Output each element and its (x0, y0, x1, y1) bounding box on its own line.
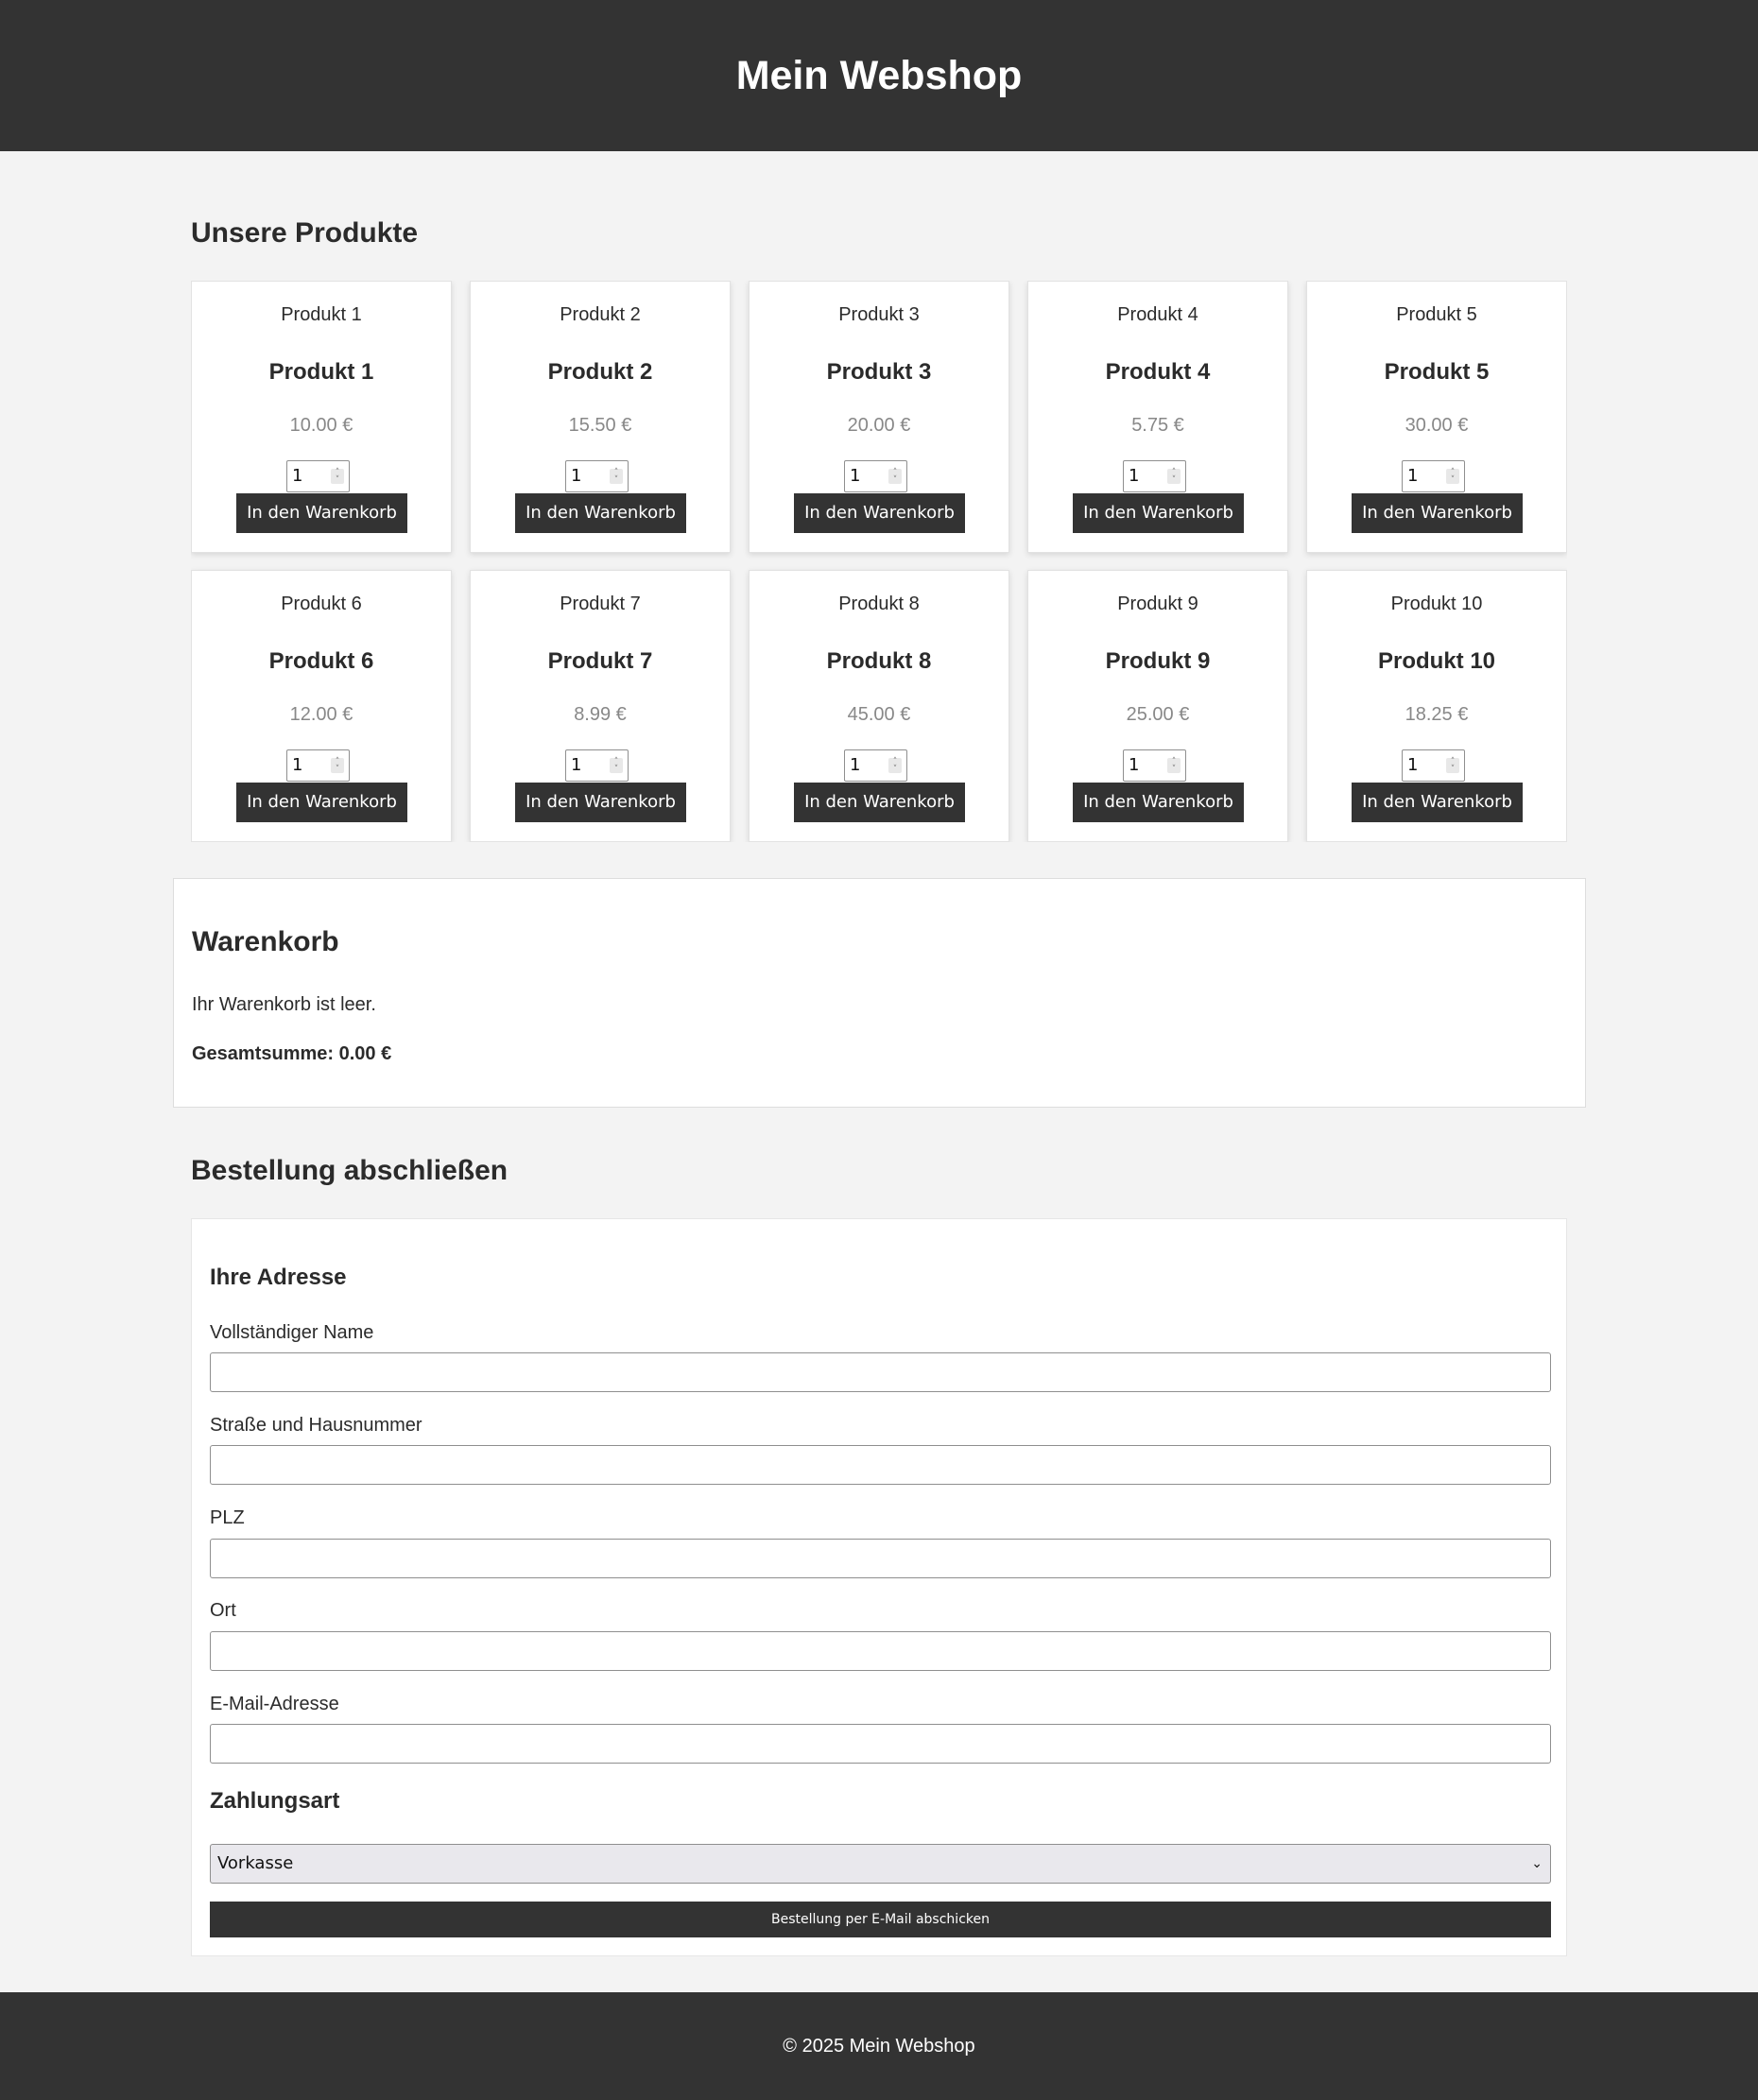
product-price: 30.00 € (1405, 415, 1469, 436)
product-card (749, 570, 1009, 842)
chevron-down-icon: ⌄ (1531, 1856, 1543, 1871)
name-label: Vollständiger Name (210, 1322, 374, 1343)
spinner-arrows-icon[interactable]: ˄ ˅ (610, 469, 623, 484)
product-price: 15.50 € (568, 415, 632, 436)
quantity-value: 1 (1129, 755, 1140, 775)
add-to-cart-button[interactable]: In den Warenkorb (236, 493, 407, 533)
product-price: 12.00 € (289, 704, 353, 725)
spinner-arrows-icon[interactable]: ˄ ˅ (888, 758, 902, 773)
zip-label: PLZ (210, 1507, 245, 1528)
product-name: Produkt 1 (268, 359, 374, 385)
cart-empty-message: Ihr Warenkorb ist leer. (192, 994, 376, 1015)
quantity-value: 1 (850, 755, 861, 775)
products-heading: Unsere Produkte (191, 217, 419, 249)
add-to-cart-button[interactable]: In den Warenkorb (794, 783, 965, 822)
quantity-value: 1 (1129, 466, 1140, 486)
product-name: Produkt 5 (1384, 359, 1490, 385)
email-label: E-Mail-Adresse (210, 1694, 339, 1714)
product-card (749, 281, 1009, 553)
product-card (1306, 570, 1567, 842)
product-image-alt: Produkt 9 (1117, 594, 1198, 614)
checkout-form (191, 1218, 1567, 1956)
checkout-heading: Bestellung abschließen (191, 1155, 508, 1186)
site-footer (0, 1992, 1758, 2100)
product-price: 10.00 € (289, 415, 353, 436)
product-name: Produkt 6 (268, 648, 374, 674)
quantity-stepper[interactable] (286, 749, 350, 782)
product-price: 8.99 € (574, 704, 627, 725)
quantity-stepper[interactable] (1402, 749, 1465, 782)
spinner-arrows-icon[interactable]: ˄ ˅ (1446, 469, 1459, 484)
quantity-value: 1 (1407, 466, 1419, 486)
add-to-cart-button[interactable]: In den Warenkorb (515, 783, 686, 822)
quantity-value: 1 (1407, 755, 1419, 775)
quantity-stepper[interactable] (844, 749, 907, 782)
add-to-cart-button[interactable]: In den Warenkorb (236, 783, 407, 822)
payment-select[interactable] (210, 1844, 1551, 1884)
quantity-value: 1 (850, 466, 861, 486)
spinner-arrows-icon[interactable]: ˄ ˅ (1167, 469, 1181, 484)
product-name: Produkt 10 (1377, 648, 1496, 674)
cart-total: Gesamtsumme: 0.00 € (192, 1043, 392, 1064)
spinner-arrows-icon[interactable]: ˄ ˅ (888, 469, 902, 484)
add-to-cart-button[interactable]: In den Warenkorb (1352, 783, 1523, 822)
product-image-alt: Produkt 3 (838, 304, 920, 325)
add-to-cart-button[interactable]: In den Warenkorb (515, 493, 686, 533)
name-field[interactable] (210, 1352, 1551, 1392)
spinner-arrows-icon[interactable]: ˄ ˅ (1167, 758, 1181, 773)
cart-heading: Warenkorb (192, 926, 339, 957)
product-price: 25.00 € (1126, 704, 1190, 725)
add-to-cart-button[interactable]: In den Warenkorb (794, 493, 965, 533)
add-to-cart-button[interactable]: In den Warenkorb (1352, 493, 1523, 533)
quantity-stepper[interactable] (565, 749, 629, 782)
product-image-alt: Produkt 4 (1117, 304, 1198, 325)
product-price: 45.00 € (847, 704, 911, 725)
spinner-arrows-icon[interactable]: ˄ ˅ (331, 758, 344, 773)
payment-selected-value: Vorkasse (217, 1853, 294, 1873)
product-price: 5.75 € (1131, 415, 1184, 436)
product-image-alt: Produkt 6 (281, 594, 362, 614)
product-image-alt: Produkt 10 (1390, 594, 1483, 614)
product-card (1306, 281, 1567, 553)
street-field[interactable] (210, 1445, 1551, 1485)
product-name: Produkt 8 (826, 648, 932, 674)
quantity-stepper[interactable] (1402, 460, 1465, 492)
product-image-alt: Produkt 5 (1396, 304, 1477, 325)
spinner-arrows-icon[interactable]: ˄ ˅ (331, 469, 344, 484)
footer-copyright: © 2025 Mein Webshop (783, 2035, 975, 2057)
product-card (470, 281, 731, 553)
city-field[interactable] (210, 1631, 1551, 1671)
add-to-cart-button[interactable]: In den Warenkorb (1073, 783, 1244, 822)
add-to-cart-button[interactable]: In den Warenkorb (1073, 493, 1244, 533)
email-field[interactable] (210, 1724, 1551, 1764)
product-name: Produkt 2 (547, 359, 653, 385)
product-card (1027, 281, 1288, 553)
quantity-stepper[interactable] (286, 460, 350, 492)
submit-order-button[interactable]: Bestellung per E-Mail abschicken (210, 1902, 1551, 1937)
quantity-value: 1 (571, 466, 582, 486)
product-card (191, 570, 452, 842)
cart-section (173, 878, 1586, 1108)
product-card (470, 570, 731, 842)
product-name: Produkt 4 (1105, 359, 1211, 385)
payment-heading: Zahlungsart (210, 1788, 340, 1814)
address-heading: Ihre Adresse (210, 1265, 347, 1290)
quantity-value: 1 (292, 755, 303, 775)
product-grid (191, 281, 1567, 842)
product-name: Produkt 9 (1105, 648, 1211, 674)
product-price: 20.00 € (847, 415, 911, 436)
product-price: 18.25 € (1405, 704, 1469, 725)
zip-field[interactable] (210, 1539, 1551, 1578)
product-name: Produkt 3 (826, 359, 932, 385)
site-header (0, 0, 1758, 151)
spinner-arrows-icon[interactable]: ˄ ˅ (610, 758, 623, 773)
product-card (1027, 570, 1288, 842)
city-label: Ort (210, 1600, 236, 1621)
product-image-alt: Produkt 2 (560, 304, 641, 325)
site-title: Mein Webshop (735, 52, 1023, 98)
product-image-alt: Produkt 1 (281, 304, 362, 325)
quantity-stepper[interactable] (1123, 749, 1186, 782)
quantity-value: 1 (292, 466, 303, 486)
product-name: Produkt 7 (547, 648, 653, 674)
quantity-stepper[interactable] (1123, 460, 1186, 492)
quantity-stepper[interactable] (844, 460, 907, 492)
street-label: Straße und Hausnummer (210, 1415, 422, 1436)
quantity-stepper[interactable] (565, 460, 629, 492)
product-image-alt: Produkt 7 (560, 594, 641, 614)
quantity-value: 1 (571, 755, 582, 775)
product-image-alt: Produkt 8 (838, 594, 920, 614)
product-card (191, 281, 452, 553)
spinner-arrows-icon[interactable]: ˄ ˅ (1446, 758, 1459, 773)
